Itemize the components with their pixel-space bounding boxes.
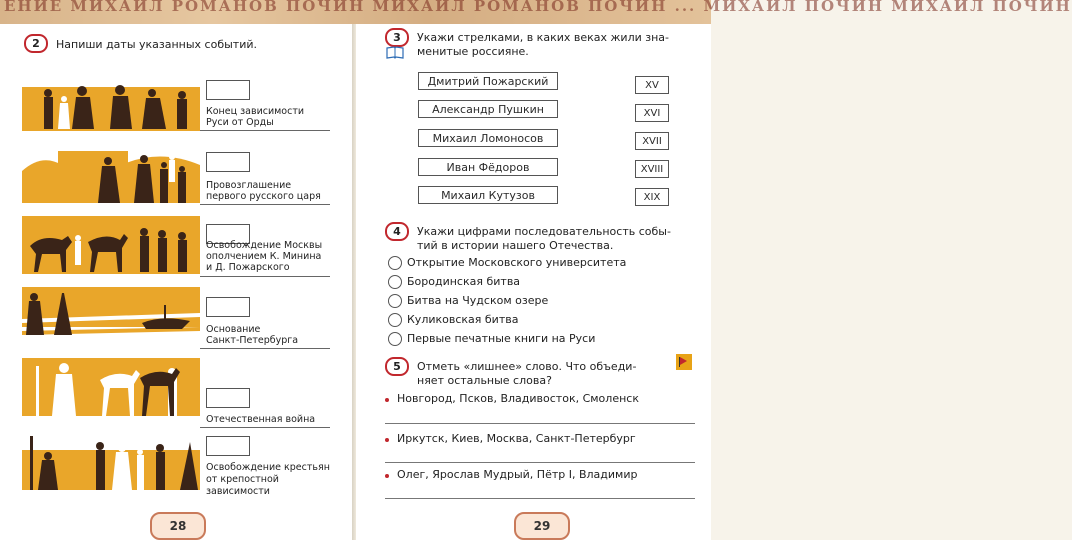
event-illustration-patriotic-war (22, 358, 200, 416)
page-number-28: 28 (150, 512, 206, 540)
book-icon (386, 46, 404, 59)
bullet-icon (385, 398, 389, 402)
answer-line-3[interactable] (385, 498, 695, 499)
event3-label-line1: Освобождение Москвы (206, 240, 323, 251)
century-box-xix[interactable]: XIX (635, 188, 669, 206)
event1-underline (200, 130, 330, 131)
option-borodino: Бородинская битва (407, 275, 521, 288)
option-kulikovo: Куликовская битва (407, 313, 519, 326)
event3-underline (200, 276, 330, 277)
event2-label-line2: первого русского царя (206, 191, 321, 202)
task3-instruction-line2: менитые россияне. (417, 45, 529, 58)
century-box-xv[interactable]: XV (635, 76, 669, 94)
event5-date-input[interactable] (206, 388, 250, 408)
task2-number-badge: 2 (24, 34, 48, 53)
event-illustration-serfdom (22, 432, 200, 490)
name-box-fedorov[interactable]: Иван Фёдоров (418, 158, 558, 176)
task4-instruction-line1: Укажи цифрами последовательность собы- (417, 225, 671, 238)
century-box-xviii[interactable]: XVIII (635, 160, 669, 178)
task3-number-badge: 3 (385, 28, 409, 47)
event6-date-input[interactable] (206, 436, 250, 456)
event4-label-line1: Основание (206, 324, 261, 335)
event4-date-input[interactable] (206, 297, 250, 317)
task5-number-badge: 5 (385, 357, 409, 376)
task2-instruction: Напиши даты указанных событий. (56, 38, 258, 51)
event-illustration-horde (22, 73, 200, 131)
event1-label-line1: Конец зависимости (206, 106, 305, 117)
event2-date-input[interactable] (206, 152, 250, 172)
task5-instruction-line1: Отметь «лишнее» слово. Что объеди- (417, 360, 637, 373)
event6-label-line2: от крепостной (206, 474, 279, 485)
century-box-xvii[interactable]: XVII (635, 132, 669, 150)
order-circle-2[interactable] (388, 275, 402, 289)
event5-label-line1: Отечественная война (206, 414, 316, 425)
word-set-1[interactable]: Новгород, Псков, Владивосток, Смоленск (397, 392, 639, 405)
option-chudskoe: Битва на Чудском озере (407, 294, 549, 307)
event2-label-line1: Провозглашение (206, 180, 292, 191)
event6-label-line1: Освобождение крестьян (206, 462, 330, 473)
bullet-icon (385, 474, 389, 478)
event2-underline (200, 204, 330, 205)
event4-underline (200, 348, 330, 349)
banner-text: ЕНИЕ МИХАИЛ РОМАНОВ ПОЧИН МИХАИЛ РОМАНОВ ПОЧИН ... МИХАИЛ ПОЧИН МИХАИЛ ПОЧИН (4, 0, 1072, 15)
option-printed-books: Первые печатные книги на Руси (407, 332, 596, 345)
century-box-xvi[interactable]: XVI (635, 104, 669, 122)
task4-number-badge: 4 (385, 222, 409, 241)
option-university: Открытие Московского университета (407, 256, 627, 269)
task3-instruction-line1: Укажи стрелками, в каких веках жили зна- (417, 31, 669, 44)
name-box-pozharsky[interactable]: Дмитрий Пожарский (418, 72, 558, 90)
event1-label-line2: Руси от Орды (206, 117, 274, 128)
task5-instruction-line2: няет остальные слова? (417, 374, 552, 387)
event1-date-input[interactable] (206, 80, 250, 100)
event3-label-line3: и Д. Пожарского (206, 262, 290, 273)
name-box-pushkin[interactable]: Александр Пушкин (418, 100, 558, 118)
event6-label-line3: зависимости (206, 486, 270, 497)
order-circle-1[interactable] (388, 256, 402, 270)
word-set-2[interactable]: Иркутск, Киев, Москва, Санкт-Петербург (397, 432, 636, 445)
page-number-29: 29 (514, 512, 570, 540)
order-circle-4[interactable] (388, 313, 402, 327)
order-circle-3[interactable] (388, 294, 402, 308)
word-set-3[interactable]: Олег, Ярослав Мудрый, Пётр I, Владимир (397, 468, 638, 481)
task4-instruction-line2: тий в истории нашего Отечества. (417, 239, 614, 252)
answer-line-1[interactable] (385, 423, 695, 424)
name-box-lomonosov[interactable]: Михаил Ломоносов (418, 129, 558, 147)
name-box-kutuzov[interactable]: Михаил Кутузов (418, 186, 558, 204)
event-illustration-militia (22, 216, 200, 274)
top-banner (0, 0, 1072, 24)
event4-label-line2: Санкт-Петербурга (206, 335, 299, 346)
bullet-icon (385, 438, 389, 442)
event-illustration-petersburg (22, 287, 200, 345)
order-circle-5[interactable] (388, 332, 402, 346)
event5-underline (200, 427, 330, 428)
event3-label-line2: ополчением К. Минина (206, 251, 322, 262)
answer-line-2[interactable] (385, 462, 695, 463)
event-illustration-tsar (22, 145, 200, 203)
flag-icon (676, 354, 692, 370)
